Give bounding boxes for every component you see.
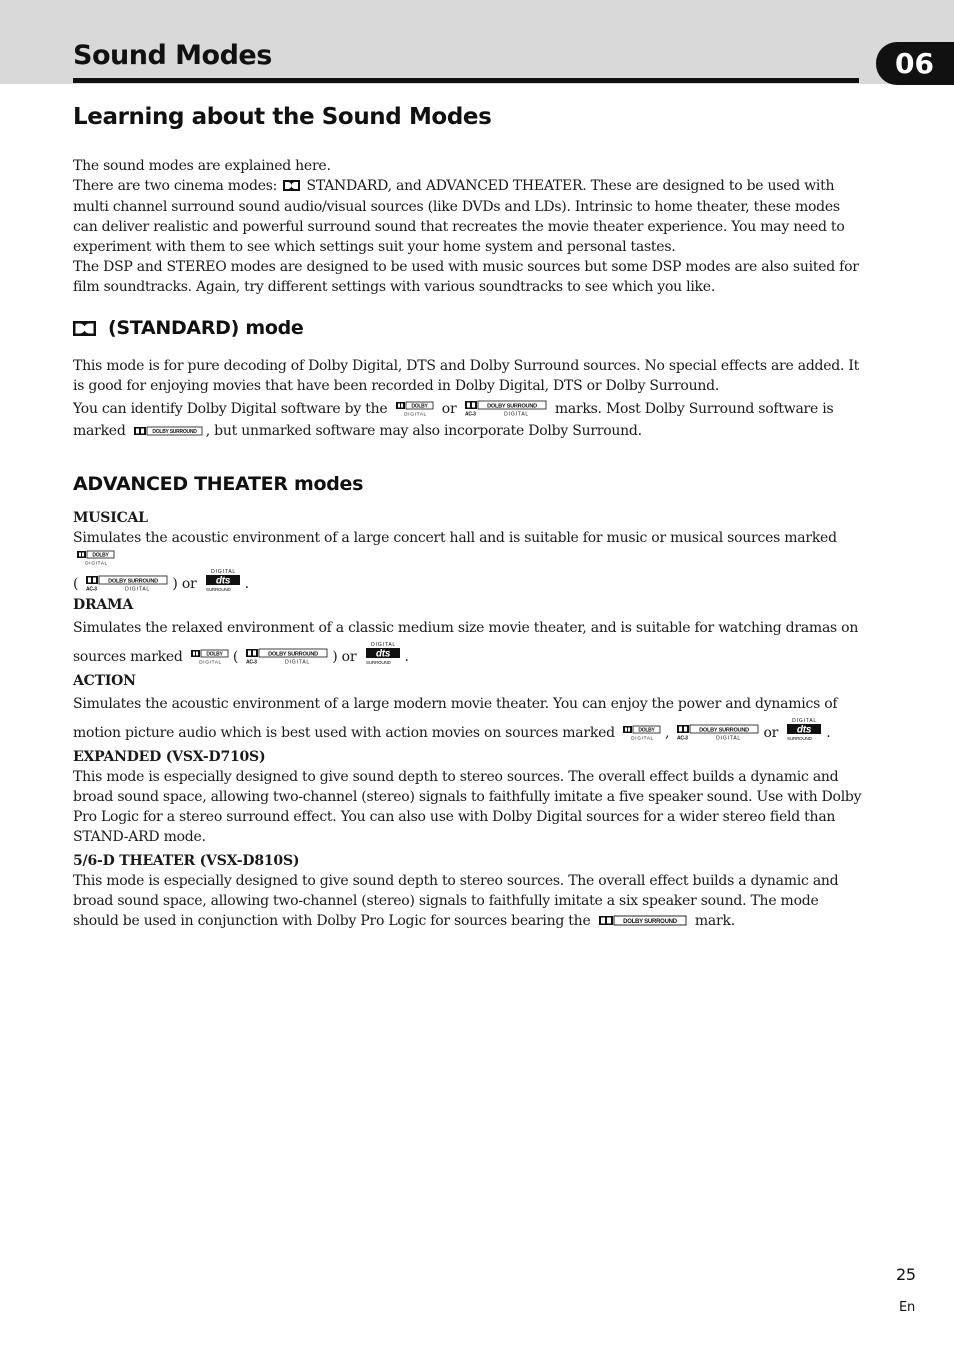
drama-text: ) or — [332, 649, 357, 665]
drama-term: DRAMA — [73, 597, 133, 613]
chapter-tab: 06 — [876, 42, 954, 85]
dolby-surround-ac3-logo — [85, 575, 169, 592]
action-description — [73, 691, 863, 746]
intro-text: There are two cinema modes: — [73, 178, 278, 194]
svg-text:D I G I T A L: D I G I T A L — [370, 642, 395, 648]
standard-text: , but unmarked software may also incorporate Dolby Surround. — [205, 423, 642, 439]
theater-56d-term: 5/6-D THEATER (VSX-D810S) — [73, 853, 300, 869]
svg-text:DOLBY SURROUND: DOLBY SURROUND — [268, 651, 319, 658]
svg-text:D I G I T A L: D I G I T A L — [792, 718, 817, 724]
svg-text:D I G I T A L: D I G I T A L — [631, 735, 653, 741]
svg-text:D I G I T A L: D I G I T A L — [125, 586, 150, 592]
drama-text: . — [404, 649, 409, 665]
dolby-double-d-icon — [283, 177, 300, 197]
svg-text:dts: dts — [215, 575, 230, 587]
intro-paragraph-1: The sound modes are explained here. — [73, 158, 331, 174]
svg-text:SURROUND: SURROUND — [205, 587, 231, 592]
header-rule — [73, 78, 859, 83]
standard-text: marks. Most Dolby Surround software is marked — [73, 401, 834, 439]
intro-paragraph-2 — [73, 176, 863, 257]
expanded-term: EXPANDED (VSX-D710S) — [73, 749, 266, 765]
dolby-surround-logo — [133, 426, 203, 436]
theater-56d-text: This mode is especially designed to give sound depth to stereo sources. The overall effect builds a dynamic and broad sound space, allowing two-channel (stereo) signals to faithfully imitate a six speaker sound. The mode should be used in conjunction with Dolby Pro Logic for sources bearing the — [73, 873, 839, 929]
svg-text:DOLBY: DOLBY — [638, 727, 655, 734]
dts-logo — [785, 717, 823, 741]
svg-text:DOLBY: DOLBY — [410, 403, 428, 410]
drama-text: Simulates the relaxed environment of a classic medium size movie theater, and is suitable for watching dramas on sources marked — [73, 620, 859, 665]
standard-mode-heading — [73, 315, 863, 343]
svg-text:SURROUND: SURROUND — [787, 736, 812, 741]
standard-text: or — [441, 401, 457, 417]
dolby-surround-ac3-logo — [245, 648, 329, 665]
svg-text:DOLBY: DOLBY — [92, 552, 109, 559]
svg-text:DOLBY SURROUND: DOLBY SURROUND — [152, 429, 197, 436]
svg-text:SURROUND: SURROUND — [365, 660, 391, 665]
svg-text:AC-3: AC-3 — [86, 586, 98, 592]
language-label: En — [899, 1300, 915, 1315]
dts-logo — [204, 568, 242, 592]
svg-text:D I G I T A L: D I G I T A L — [199, 659, 221, 665]
svg-text:D I G I T A L: D I G I T A L — [403, 411, 426, 417]
action-text: or — [763, 725, 779, 741]
svg-text:D I G I T A L: D I G I T A L — [285, 659, 310, 665]
standard-paragraph-1: This mode is for pure decoding of Dolby Digital, DTS and Dolby Surround sources. No special effects are added. It is good for enjoying movies that have been recorded in Dolby Digital, DTS or Dolby Surround. — [73, 358, 860, 394]
standard-paragraph-2 — [73, 398, 863, 442]
dolby-digital-logo — [190, 649, 230, 665]
musical-text: ( — [73, 576, 79, 592]
svg-text:D I G I T A L: D I G I T A L — [716, 735, 741, 741]
musical-text: ) or — [172, 576, 197, 592]
action-text: , — [665, 725, 670, 741]
dolby-surround-logo — [598, 915, 688, 926]
action-term: ACTION — [73, 673, 136, 689]
svg-text:AC-3: AC-3 — [246, 659, 257, 665]
svg-text:D I G I T A L: D I G I T A L — [210, 569, 235, 575]
action-text: Simulates the acoustic environment of a large modern movie theater. You can enjoy the power and dynamics of motion picture audio which is best used with action movies on sources marked — [73, 696, 838, 741]
dolby-digital-logo — [76, 550, 116, 566]
svg-text:D I G I T A L: D I G I T A L — [503, 411, 528, 417]
svg-text:dts: dts — [375, 648, 390, 660]
svg-text:DOLBY SURROUND: DOLBY SURROUND — [699, 727, 750, 734]
svg-text:dts: dts — [797, 724, 812, 736]
musical-text: Simulates the acoustic environment of a large concert hall and is suitable for music or musical sources marked — [73, 530, 837, 546]
musical-term: MUSICAL — [73, 510, 148, 526]
content — [73, 102, 863, 931]
advanced-theater-heading: ADVANCED THEATER modes — [73, 473, 364, 495]
svg-text:DOLBY: DOLBY — [206, 651, 223, 658]
intro-text: STANDARD, and ADVANCED THEATER. These are designed to be used with multi channel surround sound audio/visual sources (like DVDs and LDs). Intrinsic to home theater, these modes can deliver realistic and powerful surround sound that recreates the movie theater experience. You may need to experiment with them to see which settings suit your home system and personal tastes. — [73, 178, 845, 255]
svg-text:DOLBY SURROUND: DOLBY SURROUND — [622, 919, 677, 925]
section-title: Learning about the Sound Modes — [73, 104, 492, 130]
musical-description — [73, 528, 863, 594]
dts-logo — [364, 641, 402, 665]
svg-text:D I G I T A L: D I G I T A L — [85, 560, 107, 566]
standard-text: You can identify Dolby Digital software by the — [73, 401, 388, 417]
page-title: Sound Modes — [73, 40, 272, 71]
dolby-surround-ac3-logo — [676, 724, 760, 741]
expanded-description: This mode is especially designed to give sound depth to stereo sources. The overall effect builds a dynamic and broad sound space, allowing two-channel (stereo) signals to faithfully imitate a five speaker sound. Use with Dolby Pro Logic for a stereo surround effect. You can also use with Dolby Digital sources for a wider stereo field than STAND-ARD mode. — [73, 769, 862, 845]
dolby-surround-ac3-logo — [464, 400, 548, 417]
dolby-double-d-icon — [73, 317, 96, 343]
theater-56d-description — [73, 871, 863, 931]
standard-mode-heading-text: (STANDARD) mode — [108, 317, 304, 339]
action-text: . — [826, 725, 831, 741]
dolby-digital-logo — [395, 401, 435, 417]
svg-text:DOLBY SURROUND: DOLBY SURROUND — [486, 403, 537, 410]
svg-text:AC-3: AC-3 — [677, 735, 689, 741]
drama-description — [73, 615, 863, 670]
svg-text:DOLBY SURROUND: DOLBY SURROUND — [108, 578, 159, 585]
drama-text: ( — [232, 649, 239, 665]
dolby-digital-logo — [622, 725, 662, 741]
musical-text: . — [244, 576, 249, 592]
page-number: 25 — [896, 1265, 916, 1284]
intro-paragraph-3: The DSP and STEREO modes are designed to be used with music sources but some DSP modes are also suited for film soundtracks. Again, try different settings with various soundtracks to see which you like. — [73, 259, 859, 295]
theater-56d-text: mark. — [694, 913, 735, 929]
svg-text:AC-3: AC-3 — [464, 411, 476, 417]
